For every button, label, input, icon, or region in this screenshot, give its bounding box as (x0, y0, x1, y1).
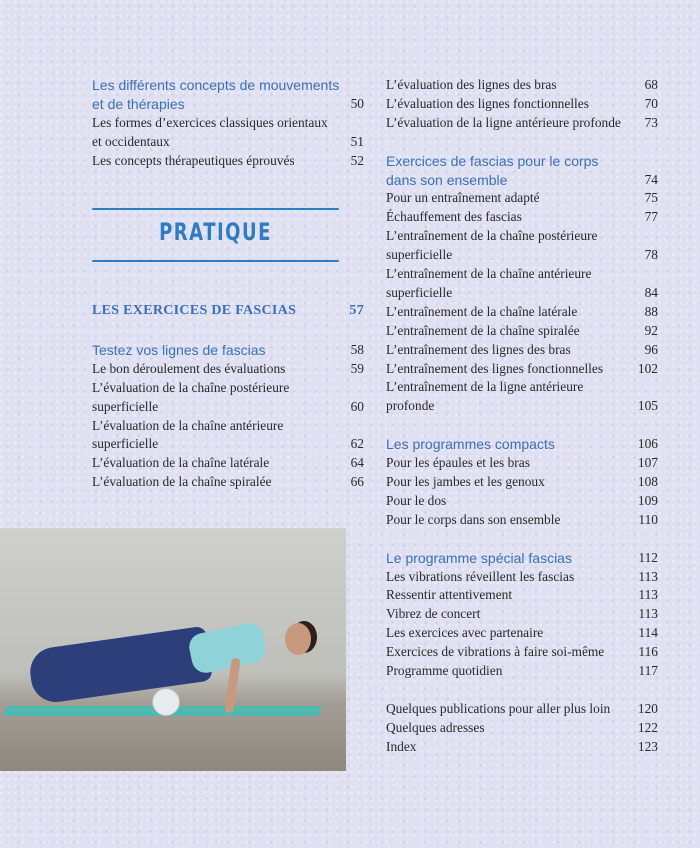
toc-entry-title: L’évaluation des lignes des bras (386, 77, 557, 92)
page-number: 58 (350, 341, 364, 357)
toc-entry-title: dans son ensemble (386, 171, 508, 188)
toc-entry (386, 341, 658, 360)
page-number: 96 (644, 341, 658, 357)
toc-entry (386, 114, 658, 133)
toc-entry-title: Pour le corps dans son ensemble (386, 511, 561, 527)
toc-entry (92, 379, 364, 417)
page-number: 92 (644, 322, 658, 338)
page-number: 66 (350, 474, 364, 490)
toc-entry-title: L’évaluation de la chaîne spiralée (92, 474, 272, 490)
toc-entry-title: Pour un entraînement adapté (386, 190, 540, 206)
toc-entry-title: Programme quotidien (386, 663, 503, 679)
toc-heading (386, 152, 658, 190)
toc-entry (386, 360, 658, 379)
toc-entry-title: Exercices de fascias pour le corps (386, 152, 599, 169)
toc-entry-title: Échauffement des fascias (386, 209, 522, 225)
toc-entry-title: Index (386, 738, 417, 754)
page-number: 57 (349, 303, 364, 318)
page-number: 122 (637, 719, 658, 735)
toc-entry-title: Testez vos lignes de fascias (92, 341, 266, 358)
toc-entry-title: L’évaluation de la chaîne latérale (92, 455, 270, 471)
toc-entry-title: et de thérapies (92, 95, 185, 112)
toc-entry-title: superficielle (92, 436, 159, 452)
toc-entry (386, 208, 658, 227)
toc-left-column (92, 76, 364, 171)
toc-entry-title: Les programmes compacts (386, 436, 555, 453)
page-number: 75 (644, 190, 658, 206)
toc-entry-title: Pour le dos (386, 492, 447, 508)
toc-section (386, 152, 658, 417)
toc-entry-title: Quelques publications pour aller plus loin (386, 700, 611, 716)
toc-section (92, 341, 364, 492)
page-number: 113 (638, 606, 658, 622)
toc-entry-title: profonde (386, 398, 435, 414)
toc-entry (386, 568, 658, 587)
toc-entry (386, 76, 658, 95)
toc-entry (386, 586, 658, 605)
toc-heading (386, 549, 658, 568)
toc-entry-title: Exercices de vibrations à faire soi-même (386, 644, 605, 660)
divider-top (92, 208, 339, 210)
page-number: 102 (637, 360, 658, 376)
toc-entry (386, 700, 658, 719)
page-number: 70 (644, 95, 658, 111)
toc-entry-title: Quelques adresses (386, 719, 485, 735)
figure-head (285, 623, 311, 655)
page-number: 110 (638, 511, 658, 527)
page-number: 120 (637, 700, 658, 716)
toc-entry-title: Ressentir attentivement (386, 587, 513, 603)
page-number: 112 (638, 549, 658, 565)
toc-heading (386, 435, 658, 454)
toc-section (386, 549, 658, 681)
toc-entry (386, 189, 658, 208)
page-number: 59 (350, 360, 364, 376)
toc-entry-title: L’évaluation de la ligne antérieure profonde (386, 114, 621, 130)
page-number: 78 (644, 247, 658, 263)
toc-entry-title: Les différents concepts de mouvements (92, 77, 340, 93)
toc-entry-title: L’évaluation de la chaîne antérieure (92, 417, 284, 433)
toc-entry (92, 114, 364, 152)
toc-right-column (386, 76, 658, 757)
toc-heading (92, 76, 364, 114)
toc-entry (386, 719, 658, 738)
page-number: 60 (350, 398, 364, 414)
toc-section (386, 700, 658, 757)
toc-entry (386, 738, 658, 757)
toc-entry (386, 662, 658, 681)
toc-entry-title: superficielle (92, 398, 159, 414)
toc-entry-title: L’entraînement des lignes des bras (386, 341, 571, 357)
page-number: 123 (637, 738, 658, 754)
foam-roller (152, 688, 180, 716)
part-heading (92, 302, 364, 321)
toc-heading (92, 341, 364, 360)
page-number: 64 (350, 455, 364, 471)
page-number: 73 (644, 114, 658, 130)
toc-entry-title: L’entraînement des lignes fonctionnelles (386, 360, 604, 376)
toc-entry (386, 454, 658, 473)
page-number: 84 (644, 284, 658, 300)
toc-entry-title: Les exercices avec partenaire (386, 625, 544, 641)
divider-bottom (92, 260, 339, 262)
page-number: 52 (350, 152, 364, 168)
toc-entry-title: Pour les épaules et les bras (386, 455, 530, 471)
toc-entry-title: L’entraînement de la ligne antérieure (386, 379, 584, 395)
toc-entry (386, 511, 658, 530)
toc-left-part (92, 302, 364, 492)
toc-entry-title: Pour les jambes et les genoux (386, 474, 545, 489)
toc-entry-title: Le bon déroulement des évaluations (92, 360, 286, 376)
toc-entry (386, 265, 658, 303)
part-title: PRATIQUE (159, 218, 272, 246)
toc-entry-title: Les vibrations réveillent les fascias (386, 568, 575, 584)
toc-entry-title: L’entraînement de la chaîne antérieure (386, 266, 592, 282)
page-number: 88 (644, 303, 658, 319)
toc-entry-title: Les concepts thérapeutiques éprouvés (92, 152, 295, 168)
page-number: 113 (638, 568, 658, 584)
toc-section (92, 302, 364, 321)
toc-entry (386, 322, 658, 341)
page-number: 68 (644, 77, 658, 92)
toc-entry-title: Vibrez de concert (386, 606, 481, 622)
toc-section (92, 76, 364, 171)
page-number: 107 (637, 455, 658, 471)
toc-entry (92, 360, 364, 379)
page-number: 116 (638, 644, 658, 660)
toc-entry (386, 227, 658, 265)
page-number: 51 (350, 133, 364, 149)
page-number: 109 (637, 492, 658, 508)
toc-entry (386, 605, 658, 624)
toc-entry (386, 492, 658, 511)
page-number: 50 (350, 95, 364, 111)
toc-entry-title: superficielle (386, 284, 453, 300)
toc-entry-title: Le programme spécial fascias (386, 549, 572, 566)
toc-entry (92, 473, 364, 492)
page-number: 108 (637, 474, 658, 489)
toc-entry-title: et occidentaux (92, 133, 170, 149)
toc-section (386, 76, 658, 133)
toc-entry (92, 417, 364, 455)
toc-entry-title: Les formes d’exercices classiques orientaux (92, 114, 328, 130)
page-number: 74 (644, 171, 658, 187)
page-number: 77 (644, 209, 658, 225)
toc-entry-title: L’entraînement de la chaîne postérieure (386, 228, 598, 244)
figure-legs (27, 626, 213, 706)
toc-entry-title: L’entraînement de la chaîne spiralée (386, 322, 580, 338)
page-number: 113 (638, 587, 658, 603)
toc-entry (92, 454, 364, 473)
toc-entry (386, 624, 658, 643)
toc-entry (386, 95, 658, 114)
page-number: 62 (350, 436, 364, 452)
toc-section (386, 435, 658, 530)
part-heading-title: LES EXERCICES DE FASCIAS (92, 303, 297, 318)
toc-entry-title: L’entraînement de la chaîne latérale (386, 303, 578, 319)
toc-entry-title: L’évaluation de la chaîne postérieure (92, 379, 290, 395)
toc-entry-title: L’évaluation des lignes fonctionnelles (386, 95, 589, 111)
exercise-photo (0, 528, 346, 771)
toc-entry (386, 643, 658, 662)
toc-entry-title: superficielle (386, 247, 453, 263)
page-number: 117 (638, 663, 658, 679)
toc-entry (386, 473, 658, 492)
toc-entry (386, 378, 658, 416)
toc-entry (92, 152, 364, 171)
toc-entry (386, 303, 658, 322)
page-number: 105 (637, 398, 658, 414)
page-number: 114 (638, 625, 658, 641)
page-number: 106 (637, 436, 658, 452)
